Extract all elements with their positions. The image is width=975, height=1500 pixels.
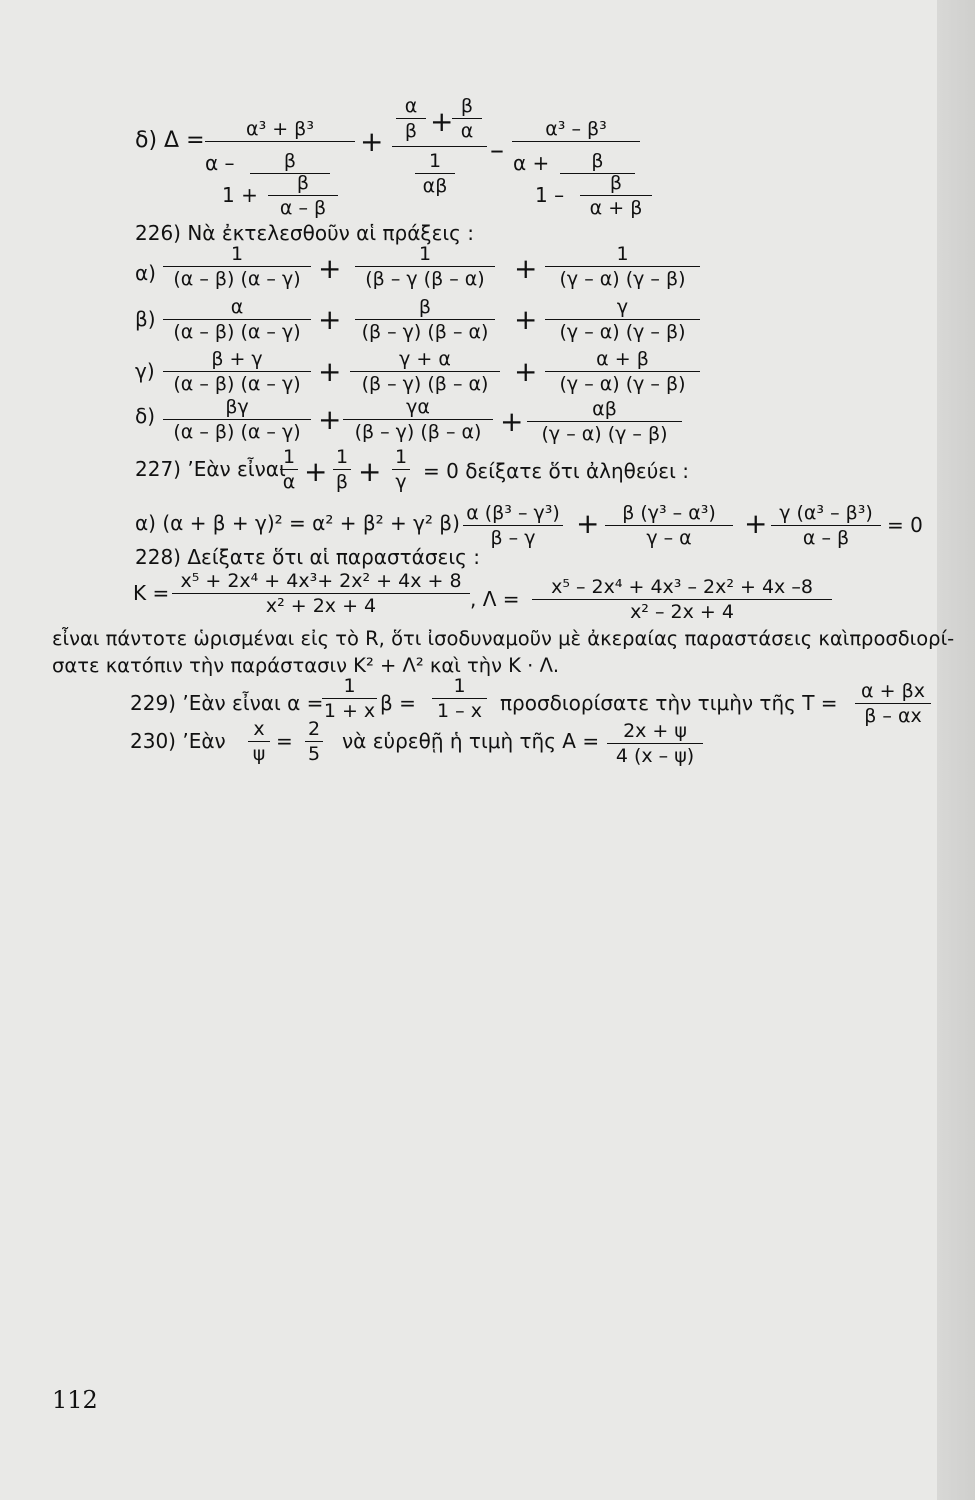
delta-f1-inner-num: β: [296, 172, 310, 194]
problem-228-text-1: εἶναι πάντοτε ὡρισμέναι εἰς τὸ R, ὅτι ἰσοδυναμοῦν μὲ ἀκεραίας παραστάσεις καὶπροσδιορί-: [52, 627, 955, 650]
denominator: 1 – x: [437, 700, 482, 722]
problem-228-title: 228) Δείξατε ὅτι αἱ παραστάσεις :: [135, 545, 480, 569]
fraction: [392, 446, 410, 493]
denominator: (α – β) (α – γ): [173, 421, 301, 443]
item-label: γ): [135, 359, 155, 383]
delta-f2-bottom-den: αβ: [422, 175, 448, 197]
numerator: β + γ: [211, 348, 263, 370]
k-label: K =: [133, 581, 170, 605]
delta-f2-a-num: α: [404, 95, 418, 117]
denominator: β – αx: [864, 705, 922, 727]
fraction: [333, 446, 351, 493]
numerator: 1: [418, 243, 432, 265]
numerator: x: [253, 718, 265, 740]
denominator: (β – γ) (β – α): [361, 321, 489, 343]
item-label: δ): [135, 404, 156, 428]
plus-sign: +: [358, 455, 382, 488]
fraction: [545, 243, 700, 290]
delta-f2-bottom: [415, 150, 455, 197]
k-fraction: [172, 570, 470, 617]
denominator: (γ – α) (γ – β): [559, 373, 686, 395]
plus-sign: +: [576, 507, 600, 540]
denominator: α – β: [802, 527, 850, 549]
numerator: γα: [406, 396, 430, 418]
plus-sign: +: [514, 303, 538, 336]
numerator: 1: [394, 446, 408, 468]
denominator: (γ – α) (γ – β): [559, 268, 686, 290]
delta-f3-den-top: α +: [513, 151, 550, 175]
problem-227-a: α) (α + β + γ)² = α² + β² + γ² β): [135, 511, 460, 535]
numerator: γ (α³ – β³): [779, 502, 873, 524]
denominator: ψ: [252, 743, 266, 765]
plus-sign: +: [318, 403, 342, 436]
delta-f2-b: [452, 95, 482, 142]
fraction: [545, 348, 700, 395]
fraction: [163, 296, 311, 343]
denominator: β: [335, 471, 349, 493]
delta-f2-bottom-num: 1: [428, 150, 442, 172]
delta-f2-a: [396, 95, 426, 142]
denominator: 5: [307, 743, 321, 765]
fraction: [527, 398, 682, 445]
denominator: α: [282, 471, 296, 493]
delta-f2-b-num: β: [460, 95, 474, 117]
plus-sign: +: [744, 507, 768, 540]
denominator: (γ – α) (γ – β): [541, 423, 668, 445]
plus-sign: +: [318, 303, 342, 336]
delta-f1-inner: [268, 172, 338, 219]
fraction: [545, 296, 700, 343]
denominator: γ – α: [646, 527, 692, 549]
numerator: α + βx: [861, 680, 925, 702]
problem-229-mid: προσδιορίσατε τὴν τιμὴν τῆς T =: [500, 691, 838, 715]
numerator: 1: [282, 446, 296, 468]
equals-sign: =: [276, 729, 293, 753]
fraction: [305, 718, 323, 765]
delta-f3-inner: [580, 172, 652, 219]
denominator: γ: [395, 471, 407, 493]
denominator: 4 (x – ψ): [615, 745, 695, 767]
plus-sign: +: [430, 105, 454, 138]
numerator: x⁵ + 2x⁴ + 4x³+ 2x² + 4x + 8: [180, 570, 462, 592]
numerator: 2: [307, 718, 321, 740]
numerator: γ: [616, 296, 629, 318]
denominator: (γ – α) (γ – β): [559, 321, 686, 343]
delta-f1-beta: β: [283, 150, 297, 172]
problem-228-text-2: σατε κατόπιν τὴν παράστασιν K² + Λ² καὶ τὴν K · Λ.: [52, 654, 560, 677]
delta-f3-inner-den: α + β: [589, 197, 643, 219]
problem-230-mid: νὰ εὑρεθῇ ἡ τιμὴ τῆς A =: [342, 729, 600, 753]
plus-sign: +: [514, 252, 538, 285]
delta-f3-one: 1 –: [535, 183, 565, 207]
equals-zero: = 0: [887, 513, 923, 537]
numerator: β (γ³ – α³): [622, 502, 716, 524]
numerator: α (β³ – γ³): [466, 502, 560, 524]
fraction: [355, 243, 495, 290]
lambda-label: , Λ =: [470, 587, 520, 611]
numerator: αβ: [592, 398, 617, 420]
plus-sign: +: [318, 355, 342, 388]
plus-sign: +: [318, 252, 342, 285]
page-edge-shadow: [937, 0, 975, 1500]
delta-fraction-1: [205, 118, 355, 143]
minus-sign: –: [490, 133, 504, 166]
numerator: α + β: [596, 348, 649, 370]
numerator: 2x + ψ: [623, 720, 687, 742]
fraction: [163, 396, 311, 443]
plus-sign: +: [500, 405, 524, 438]
denominator: (α – β) (α – γ): [173, 373, 301, 395]
numerator: 1: [616, 243, 629, 265]
fraction: [355, 296, 495, 343]
page-number: 112: [52, 1386, 98, 1414]
delta-label: δ) Δ =: [135, 128, 205, 153]
delta-f1-one: 1 +: [222, 183, 258, 207]
denominator: (α – β) (α – γ): [173, 321, 301, 343]
delta-f1-den-top: α –: [205, 151, 235, 175]
delta-f1-numerator: α³ + β³: [246, 118, 314, 140]
problem-229-lead: 229) ’Εὰν εἶναι α =: [130, 691, 324, 715]
fraction: [163, 348, 311, 395]
fraction: [280, 446, 298, 493]
problem-230-lead: 230) ’Εὰν: [130, 729, 226, 753]
denominator: 1 + x: [323, 700, 376, 722]
numerator: β: [418, 296, 432, 318]
problem-227-lead: 227) ’Εὰν εἶναι: [135, 457, 286, 481]
problem-226-title: 226) Νὰ ἐκτελεσθοῦν αἱ πράξεις :: [135, 221, 474, 245]
fraction: [605, 502, 733, 549]
plus-sign: +: [360, 125, 384, 158]
denominator: x² – 2x + 4: [630, 601, 734, 623]
denominator: (β – γ) (β – α): [354, 421, 482, 443]
delta-f3-numerator: α³ – β³: [545, 118, 607, 140]
delta-f1-inner-den: α – β: [279, 197, 327, 219]
denominator: β – γ: [490, 527, 536, 549]
delta-f3-beta: β: [591, 150, 604, 172]
fraction: [163, 243, 311, 290]
denominator: x² + 2x + 4: [265, 595, 377, 617]
fraction: [350, 348, 500, 395]
lambda-fraction: [532, 576, 832, 623]
numerator: 1: [453, 675, 466, 697]
plus-sign: +: [514, 355, 538, 388]
fraction: [771, 502, 881, 549]
numerator: 1: [230, 243, 244, 265]
delta-fraction-3: [512, 118, 640, 143]
numerator: γ + α: [399, 348, 451, 370]
item-label: α): [135, 261, 156, 285]
beta-label: β =: [380, 691, 416, 715]
problem-227-tail: = 0 δείξατε ὅτι ἀληθεύει :: [423, 459, 689, 483]
numerator: βγ: [225, 396, 249, 418]
fraction: [343, 396, 493, 443]
numerator: α: [230, 296, 244, 318]
delta-f3-inner-num: β: [609, 172, 623, 194]
denominator: (β – γ (β – α): [365, 268, 485, 290]
plus-sign: +: [304, 455, 328, 488]
fraction: [248, 718, 270, 765]
numerator: x⁵ – 2x⁴ + 4x³ – 2x² + 4x –8: [551, 576, 813, 598]
delta-f2-a-den: β: [404, 120, 418, 142]
item-label: β): [135, 307, 156, 331]
t-fraction: [855, 680, 931, 727]
numerator: 1: [335, 446, 349, 468]
numerator: 1: [343, 675, 356, 697]
delta-f2-b-den: α: [460, 120, 474, 142]
a-fraction: [607, 720, 703, 767]
delta-f2-main-bar: [392, 146, 487, 147]
fraction: [432, 675, 487, 722]
fraction: [463, 502, 563, 549]
fraction: [322, 675, 377, 722]
denominator: (β – γ) (β – α): [361, 373, 489, 395]
denominator: (α – β) (α – γ): [173, 268, 301, 290]
